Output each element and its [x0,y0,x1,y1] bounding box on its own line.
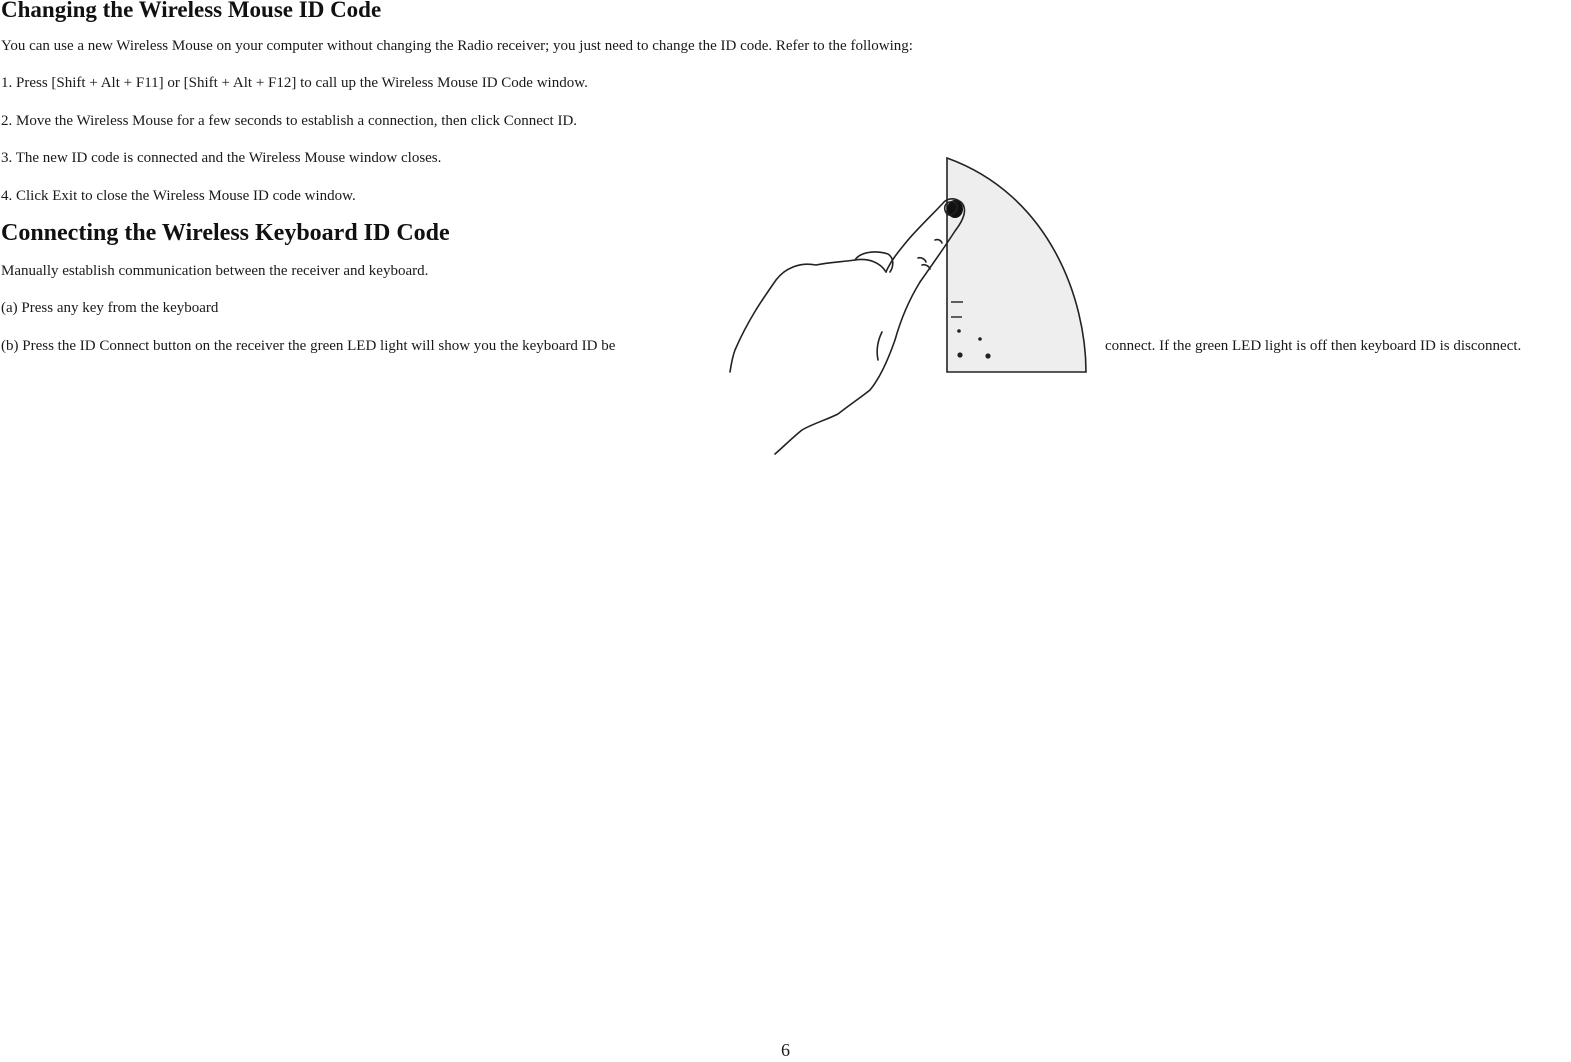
mouse-id-step-4: 4. Click Exit to close the Wireless Mouse ID code window. [1,188,356,204]
mouse-id-step-1: 1. Press [Shift + Alt + F11] or [Shift + Alt + F12] to call up the Wireless Mouse ID Code window. [1,75,588,91]
receiver-body [947,158,1086,372]
receiver-led [957,352,962,357]
hand [730,199,965,454]
receiver-led [957,329,961,333]
keyboard-id-step-b-start: (b) Press the ID Connect button on the receiver the green LED light will show you the keyboard ID be [1,338,616,354]
hand-pressing-receiver-button-icon [725,152,1095,457]
mouse-id-step-2: 2. Move the Wireless Mouse for a few seconds to establish a connection, then click Connect ID. [1,113,578,129]
mouse-id-step-3: 3. The new ID code is connected and the Wireless Mouse window closes. [1,150,442,166]
keyboard-id-step-b-end: connect. If the green LED light is off then keyboard ID is disconnect. [1105,338,1522,354]
keyboard-id-intro: Manually establish communication between the receiver and keyboard. [1,263,429,279]
page-number: 6 [781,1040,790,1060]
keyboard-id-step-a: (a) Press any key from the keyboard [1,300,219,316]
receiver-led [985,353,990,358]
receiver-led [978,337,982,341]
section-title-keyboard-id: Connecting the Wireless Keyboard ID Code [1,220,450,246]
mouse-id-intro: You can use a new Wireless Mouse on your computer without changing the Radio receiver; you just need to change the ID code. Refer to the following: [1,38,913,54]
section-title-mouse-id: Changing the Wireless Mouse ID Code [1,0,382,22]
